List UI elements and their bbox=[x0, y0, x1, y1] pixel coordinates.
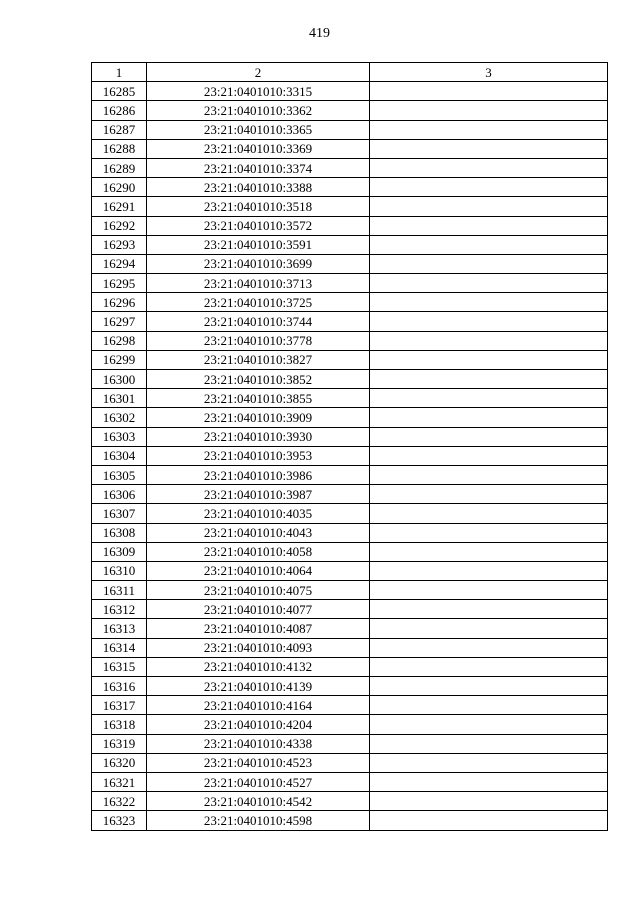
row-number-cell: 16292 bbox=[92, 216, 147, 235]
cadastral-number-cell: 23:21:0401010:3909 bbox=[147, 408, 370, 427]
row-number-cell: 16295 bbox=[92, 274, 147, 293]
row-number-cell: 16312 bbox=[92, 600, 147, 619]
cadastral-number-cell: 23:21:0401010:3778 bbox=[147, 331, 370, 350]
row-number-cell: 16310 bbox=[92, 561, 147, 580]
table-row bbox=[92, 293, 608, 312]
row-number-cell: 16285 bbox=[92, 82, 147, 101]
cadastral-number-cell: 23:21:0401010:4598 bbox=[147, 811, 370, 830]
row-number-cell: 16291 bbox=[92, 197, 147, 216]
note-cell bbox=[370, 600, 608, 619]
cadastral-number-cell: 23:21:0401010:4075 bbox=[147, 581, 370, 600]
note-cell bbox=[370, 792, 608, 811]
cadastral-number-cell: 23:21:0401010:4204 bbox=[147, 715, 370, 734]
row-number-cell: 16300 bbox=[92, 370, 147, 389]
row-number-cell: 16318 bbox=[92, 715, 147, 734]
table-header bbox=[92, 63, 608, 82]
table-row bbox=[92, 792, 608, 811]
cadastral-number-cell: 23:21:0401010:3572 bbox=[147, 216, 370, 235]
note-cell bbox=[370, 523, 608, 542]
note-cell bbox=[370, 312, 608, 331]
table-row bbox=[92, 120, 608, 139]
note-cell bbox=[370, 82, 608, 101]
note-cell bbox=[370, 542, 608, 561]
cadastral-number-cell: 23:21:0401010:3518 bbox=[147, 197, 370, 216]
row-number-cell: 16316 bbox=[92, 677, 147, 696]
table-row bbox=[92, 312, 608, 331]
note-cell bbox=[370, 734, 608, 753]
row-number-cell: 16322 bbox=[92, 792, 147, 811]
cadastral-number-cell: 23:21:0401010:3852 bbox=[147, 370, 370, 389]
row-number-cell: 16297 bbox=[92, 312, 147, 331]
note-cell bbox=[370, 254, 608, 273]
table-row bbox=[92, 274, 608, 293]
row-number-cell: 16306 bbox=[92, 485, 147, 504]
row-number-cell: 16294 bbox=[92, 254, 147, 273]
note-cell bbox=[370, 446, 608, 465]
note-cell bbox=[370, 158, 608, 177]
row-number-cell: 16288 bbox=[92, 139, 147, 158]
table-row bbox=[92, 504, 608, 523]
row-number-cell: 16301 bbox=[92, 389, 147, 408]
table-row bbox=[92, 600, 608, 619]
note-cell bbox=[370, 389, 608, 408]
table-row bbox=[92, 158, 608, 177]
note-cell bbox=[370, 485, 608, 504]
cadastral-number-cell: 23:21:0401010:3315 bbox=[147, 82, 370, 101]
table-row bbox=[92, 101, 608, 120]
table-row bbox=[92, 178, 608, 197]
table-row bbox=[92, 753, 608, 772]
cadastral-number-cell: 23:21:0401010:3362 bbox=[147, 101, 370, 120]
row-number-cell: 16293 bbox=[92, 235, 147, 254]
table-row bbox=[92, 350, 608, 369]
cadastral-number-cell: 23:21:0401010:3713 bbox=[147, 274, 370, 293]
row-number-cell: 16305 bbox=[92, 465, 147, 484]
note-cell bbox=[370, 619, 608, 638]
note-cell bbox=[370, 504, 608, 523]
cadastral-number-cell: 23:21:0401010:3986 bbox=[147, 465, 370, 484]
row-number-cell: 16308 bbox=[92, 523, 147, 542]
note-cell bbox=[370, 370, 608, 389]
cadastral-number-cell: 23:21:0401010:3699 bbox=[147, 254, 370, 273]
note-cell bbox=[370, 696, 608, 715]
row-number-cell: 16311 bbox=[92, 581, 147, 600]
cadastral-number-cell: 23:21:0401010:4164 bbox=[147, 696, 370, 715]
table-row bbox=[92, 331, 608, 350]
table-row bbox=[92, 446, 608, 465]
row-number-cell: 16314 bbox=[92, 638, 147, 657]
cadastral-number-cell: 23:21:0401010:4064 bbox=[147, 561, 370, 580]
table-row bbox=[92, 657, 608, 676]
cadastral-number-cell: 23:21:0401010:4527 bbox=[147, 772, 370, 791]
note-cell bbox=[370, 465, 608, 484]
row-number-cell: 16320 bbox=[92, 753, 147, 772]
cadastral-number-cell: 23:21:0401010:4043 bbox=[147, 523, 370, 542]
header-col-1: 1 bbox=[92, 63, 147, 82]
table-row bbox=[92, 734, 608, 753]
table-row bbox=[92, 197, 608, 216]
note-cell bbox=[370, 197, 608, 216]
note-cell bbox=[370, 715, 608, 734]
table-row bbox=[92, 139, 608, 158]
note-cell bbox=[370, 120, 608, 139]
cadastral-number-cell: 23:21:0401010:4139 bbox=[147, 677, 370, 696]
cadastral-number-cell: 23:21:0401010:3987 bbox=[147, 485, 370, 504]
table-row bbox=[92, 772, 608, 791]
cadastral-number-cell: 23:21:0401010:4077 bbox=[147, 600, 370, 619]
cadastral-number-cell: 23:21:0401010:3855 bbox=[147, 389, 370, 408]
row-number-cell: 16319 bbox=[92, 734, 147, 753]
table-row bbox=[92, 715, 608, 734]
row-number-cell: 16299 bbox=[92, 350, 147, 369]
row-number-cell: 16317 bbox=[92, 696, 147, 715]
row-number-cell: 16290 bbox=[92, 178, 147, 197]
table-body bbox=[92, 82, 608, 830]
note-cell bbox=[370, 293, 608, 312]
table-row bbox=[92, 638, 608, 657]
header-col-2: 2 bbox=[147, 63, 370, 82]
row-number-cell: 16286 bbox=[92, 101, 147, 120]
note-cell bbox=[370, 753, 608, 772]
cadastral-number-cell: 23:21:0401010:3930 bbox=[147, 427, 370, 446]
note-cell bbox=[370, 677, 608, 696]
cadastral-number-cell: 23:21:0401010:3369 bbox=[147, 139, 370, 158]
row-number-cell: 16313 bbox=[92, 619, 147, 638]
note-cell bbox=[370, 350, 608, 369]
row-number-cell: 16298 bbox=[92, 331, 147, 350]
note-cell bbox=[370, 139, 608, 158]
cadastral-number-cell: 23:21:0401010:4132 bbox=[147, 657, 370, 676]
note-cell bbox=[370, 178, 608, 197]
row-number-cell: 16304 bbox=[92, 446, 147, 465]
cadastral-number-cell: 23:21:0401010:3953 bbox=[147, 446, 370, 465]
row-number-cell: 16307 bbox=[92, 504, 147, 523]
table-row bbox=[92, 408, 608, 427]
row-number-cell: 16303 bbox=[92, 427, 147, 446]
cadastral-number-cell: 23:21:0401010:3827 bbox=[147, 350, 370, 369]
cadastral-number-cell: 23:21:0401010:4087 bbox=[147, 619, 370, 638]
table-row bbox=[92, 82, 608, 101]
note-cell bbox=[370, 427, 608, 446]
cadastral-number-cell: 23:21:0401010:4058 bbox=[147, 542, 370, 561]
cadastral-number-cell: 23:21:0401010:4338 bbox=[147, 734, 370, 753]
row-number-cell: 16315 bbox=[92, 657, 147, 676]
row-number-cell: 16309 bbox=[92, 542, 147, 561]
row-number-cell: 16321 bbox=[92, 772, 147, 791]
table-row bbox=[92, 427, 608, 446]
note-cell bbox=[370, 101, 608, 120]
note-cell bbox=[370, 561, 608, 580]
row-number-cell: 16302 bbox=[92, 408, 147, 427]
table-row bbox=[92, 619, 608, 638]
note-cell bbox=[370, 274, 608, 293]
cadastral-number-cell: 23:21:0401010:4542 bbox=[147, 792, 370, 811]
row-number-cell: 16323 bbox=[92, 811, 147, 830]
note-cell bbox=[370, 331, 608, 350]
cadastral-number-cell: 23:21:0401010:4523 bbox=[147, 753, 370, 772]
cadastral-number-cell: 23:21:0401010:3365 bbox=[147, 120, 370, 139]
note-cell bbox=[370, 638, 608, 657]
row-number-cell: 16289 bbox=[92, 158, 147, 177]
table-row bbox=[92, 235, 608, 254]
table-row bbox=[92, 561, 608, 580]
cadastral-number-cell: 23:21:0401010:3591 bbox=[147, 235, 370, 254]
note-cell bbox=[370, 657, 608, 676]
table-row bbox=[92, 542, 608, 561]
header-row bbox=[92, 63, 608, 82]
table-row bbox=[92, 254, 608, 273]
note-cell bbox=[370, 216, 608, 235]
table-row bbox=[92, 216, 608, 235]
cadastral-number-cell: 23:21:0401010:3744 bbox=[147, 312, 370, 331]
registry-table bbox=[91, 62, 608, 831]
cadastral-number-cell: 23:21:0401010:3374 bbox=[147, 158, 370, 177]
table-row bbox=[92, 465, 608, 484]
cadastral-number-cell: 23:21:0401010:3388 bbox=[147, 178, 370, 197]
page-number: 419 bbox=[309, 26, 330, 41]
note-cell bbox=[370, 235, 608, 254]
row-number-cell: 16296 bbox=[92, 293, 147, 312]
header-col-3: 3 bbox=[370, 63, 608, 82]
note-cell bbox=[370, 581, 608, 600]
note-cell bbox=[370, 811, 608, 830]
table-row bbox=[92, 370, 608, 389]
row-number-cell: 16287 bbox=[92, 120, 147, 139]
cadastral-number-cell: 23:21:0401010:4093 bbox=[147, 638, 370, 657]
cadastral-number-cell: 23:21:0401010:4035 bbox=[147, 504, 370, 523]
cadastral-number-cell: 23:21:0401010:3725 bbox=[147, 293, 370, 312]
table-row bbox=[92, 485, 608, 504]
table-row bbox=[92, 523, 608, 542]
table-row bbox=[92, 677, 608, 696]
note-cell bbox=[370, 772, 608, 791]
table-row bbox=[92, 811, 608, 830]
note-cell bbox=[370, 408, 608, 427]
table-row bbox=[92, 696, 608, 715]
table-row bbox=[92, 389, 608, 408]
table-row bbox=[92, 581, 608, 600]
